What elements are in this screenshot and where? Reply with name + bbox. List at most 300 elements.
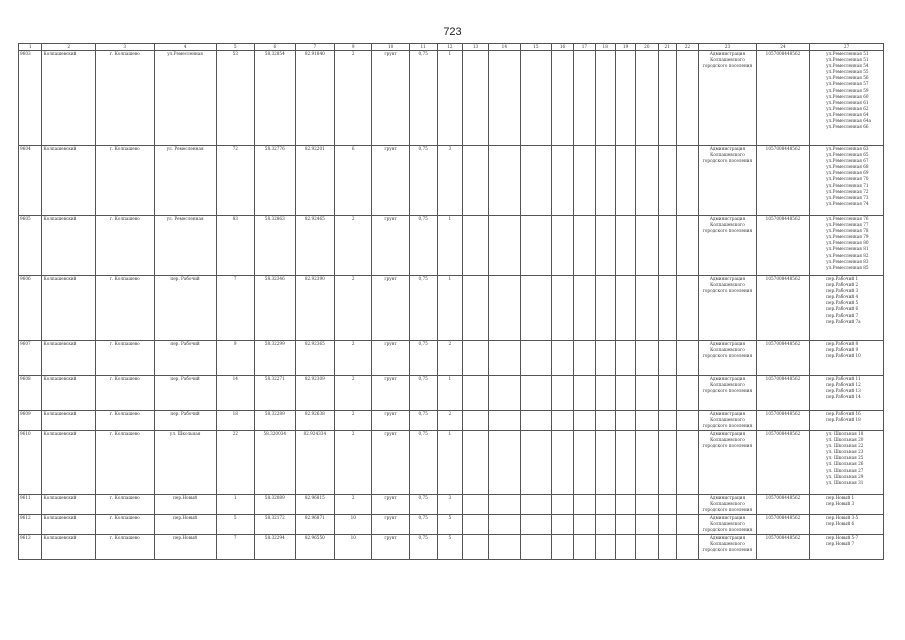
cell-empty xyxy=(676,146,698,216)
cell-c10: грунт xyxy=(372,276,409,341)
cell-empty xyxy=(574,535,595,560)
address-line: ул.Ремесленная 60 xyxy=(826,93,869,99)
cell-addresses xyxy=(810,495,884,515)
cell-c1: 9611 xyxy=(19,495,42,515)
address-line: ул. Школьная 18 xyxy=(826,431,864,436)
address-line: пер.Рабочий 6 xyxy=(826,306,859,312)
cell-empty xyxy=(636,376,658,411)
cell-addresses xyxy=(810,216,884,276)
cell-c1: 9609 xyxy=(19,411,42,431)
cell-empty xyxy=(574,431,595,495)
cell-empty xyxy=(520,535,551,560)
address-line: ул.Ремесленная 73 xyxy=(826,194,869,200)
cell-c3: г. Колпашево xyxy=(95,431,154,495)
cell-empty xyxy=(520,276,551,341)
address-line: пер.Рабочий 11 xyxy=(826,376,861,381)
cell-empty xyxy=(636,515,658,535)
cell-c7: 82.92390 xyxy=(295,276,335,341)
cell-addresses xyxy=(810,431,884,495)
cell-c5: 14 xyxy=(216,376,254,411)
cell-c7: 82.92638 xyxy=(295,411,335,431)
cell-owner: Администрация Колпашевского городского поселения xyxy=(699,515,757,535)
cell-c6: 58.320034 xyxy=(254,431,295,495)
cell-c1: 9612 xyxy=(19,515,42,535)
cell-c12: 5 xyxy=(437,535,463,560)
cell-c11: 0,75 xyxy=(409,535,437,560)
cell-empty xyxy=(615,341,635,376)
table-row xyxy=(19,341,884,376)
address-line: ул. Школьная 27 xyxy=(826,467,864,473)
cell-c10: грунт xyxy=(372,51,409,146)
cell-empty xyxy=(615,535,635,560)
cell-empty xyxy=(676,411,698,431)
table-row xyxy=(19,376,884,411)
cell-c12: 1 xyxy=(437,431,463,495)
cell-empty xyxy=(488,341,520,376)
address-line: ул.Ремесленная 69 xyxy=(826,170,869,176)
cell-c2: Колпашевский xyxy=(42,341,95,376)
cell-c12: 1 xyxy=(437,276,463,341)
address-line: ул.Ремесленная 78 xyxy=(826,228,869,234)
cell-empty xyxy=(595,341,615,376)
cell-c3: г. Колпашево xyxy=(95,276,154,341)
table-row xyxy=(19,146,884,216)
address-line: ул.Ремесленная 51 xyxy=(826,57,869,63)
cell-ogrn: 1057008448562 xyxy=(756,376,809,411)
cell-c4: пер.Новый xyxy=(154,495,216,515)
cell-empty xyxy=(658,51,676,146)
cell-c5: 9 xyxy=(216,341,254,376)
address-line: ул.Ремесленная 54 xyxy=(826,63,869,69)
cell-c4: ул. Ремесленная xyxy=(154,146,216,216)
cell-ogrn: 1057008448562 xyxy=(756,535,809,560)
cell-c2: Колпашевский xyxy=(42,146,95,216)
cell-c9: 2 xyxy=(335,341,372,376)
address-line: ул.Ремесленная 61 xyxy=(826,99,869,105)
cell-empty xyxy=(636,276,658,341)
column-number: 20 xyxy=(636,44,658,51)
cell-c3: г. Колпашево xyxy=(95,51,154,146)
address-line: пер.Рабочий 2 xyxy=(826,282,859,288)
cell-c10: грунт xyxy=(372,535,409,560)
cell-c5: 22 xyxy=(216,431,254,495)
address-line: пер.Новый 5-7 xyxy=(826,535,859,540)
cell-empty xyxy=(676,515,698,535)
address-line: ул. Школьная 23 xyxy=(826,449,864,455)
cell-c4: пер. Рабочий xyxy=(154,276,216,341)
cell-empty xyxy=(520,216,551,276)
cell-empty xyxy=(636,146,658,216)
cell-empty xyxy=(676,535,698,560)
cell-c12: 1 xyxy=(437,376,463,411)
address-line: ул.Ремесленная 83 xyxy=(826,258,869,264)
cell-c1: 9607 xyxy=(19,341,42,376)
address-line: ул.Ремесленная 72 xyxy=(826,188,869,194)
address-line: ул.Ремесленная 55 xyxy=(826,69,869,75)
cell-empty xyxy=(658,431,676,495)
cell-c11: 0,75 xyxy=(409,376,437,411)
cell-ogrn: 1057008448562 xyxy=(756,51,809,146)
cell-addresses xyxy=(810,146,884,216)
cell-empty xyxy=(520,431,551,495)
cell-empty xyxy=(488,495,520,515)
cell-c11: 0,75 xyxy=(409,276,437,341)
address-line: ул.Ремесленная 62 xyxy=(826,105,869,111)
cell-c3: г. Колпашево xyxy=(95,535,154,560)
cell-empty xyxy=(520,51,551,146)
cell-owner: Администрация Колпашевского городского поселения xyxy=(699,341,757,376)
cell-c6: 58.32271 xyxy=(254,376,295,411)
cell-empty xyxy=(595,535,615,560)
cell-c7: 82.92465 xyxy=(295,216,335,276)
cell-empty xyxy=(636,535,658,560)
cell-addresses xyxy=(810,376,884,411)
cell-empty xyxy=(595,146,615,216)
cell-c5: 7 xyxy=(216,535,254,560)
cell-empty xyxy=(463,341,489,376)
cell-empty xyxy=(676,341,698,376)
address-line: пер.Рабочий 3 xyxy=(826,288,859,294)
cell-empty xyxy=(488,515,520,535)
address-line: пер.Новый 3 xyxy=(826,501,855,507)
address-line: ул.Ремесленная 79 xyxy=(826,234,869,240)
cell-empty xyxy=(574,216,595,276)
cell-c9: 2 xyxy=(335,376,372,411)
cell-empty xyxy=(520,146,551,216)
cell-c7: 82.96871 xyxy=(295,515,335,535)
cell-empty xyxy=(488,51,520,146)
address-line: пер.Рабочий 18 xyxy=(826,417,861,423)
column-number: 2 xyxy=(42,44,95,51)
cell-c6: 58.32776 xyxy=(254,146,295,216)
cell-c6: 58.32294 xyxy=(254,535,295,560)
cell-c2: Колпашевский xyxy=(42,411,95,431)
cell-c11: 0,75 xyxy=(409,515,437,535)
cell-owner: Администрация Колпашевского городского поселения xyxy=(699,146,757,216)
cell-empty xyxy=(488,216,520,276)
cell-c3: г. Колпашево xyxy=(95,515,154,535)
cell-empty xyxy=(615,411,635,431)
address-line: ул.Ремесленная 63 xyxy=(826,146,869,151)
cell-ogrn: 1057008448562 xyxy=(756,216,809,276)
address-line: пер.Рабочий 10 xyxy=(826,353,861,359)
cell-empty xyxy=(551,216,573,276)
cell-empty xyxy=(658,515,676,535)
cell-addresses xyxy=(810,341,884,376)
cell-c12: 1 xyxy=(437,51,463,146)
cell-c1: 9604 xyxy=(19,146,42,216)
cell-c10: грунт xyxy=(372,515,409,535)
cell-c6: 58.32299 xyxy=(254,341,295,376)
cell-c7: 82.92309 xyxy=(295,376,335,411)
cell-empty xyxy=(636,495,658,515)
column-number: 22 xyxy=(676,44,698,51)
cell-c2: Колпашевский xyxy=(42,515,95,535)
cell-c5: 5 xyxy=(216,515,254,535)
cell-ogrn: 1057008448562 xyxy=(756,276,809,341)
address-line: ул.Ремесленная 80 xyxy=(826,240,869,246)
cell-empty xyxy=(615,146,635,216)
cell-empty xyxy=(551,431,573,495)
column-number: 13 xyxy=(463,44,489,51)
cell-c7: 82.92365 xyxy=(295,341,335,376)
table-row xyxy=(19,535,884,560)
cell-c6: 58.32854 xyxy=(254,51,295,146)
cell-empty xyxy=(488,411,520,431)
cell-empty xyxy=(658,376,676,411)
address-line: пер.Рабочий 16 xyxy=(826,411,861,416)
cell-c2: Колпашевский xyxy=(42,51,95,146)
cell-empty xyxy=(615,515,635,535)
cell-empty xyxy=(463,515,489,535)
cell-empty xyxy=(615,51,635,146)
column-number: 15 xyxy=(520,44,551,51)
cell-empty xyxy=(636,431,658,495)
cell-c9: 2 xyxy=(335,495,372,515)
cell-c7: 82.96815 xyxy=(295,495,335,515)
cell-owner: Администрация Колпашевского городского поселения xyxy=(699,276,757,341)
address-line: пер.Новый 7 xyxy=(826,541,855,547)
cell-owner: Администрация Колпашевского городского поселения xyxy=(699,535,757,560)
cell-c10: грунт xyxy=(372,341,409,376)
address-line: ул.Ремесленная 77 xyxy=(826,222,869,228)
cell-c11: 0,75 xyxy=(409,495,437,515)
cell-empty xyxy=(595,495,615,515)
cell-c6: 58.32289 xyxy=(254,411,295,431)
cell-c11: 0,75 xyxy=(409,411,437,431)
cell-c6: 58.32089 xyxy=(254,495,295,515)
cell-c11: 0,75 xyxy=(409,216,437,276)
cell-c3: г. Колпашево xyxy=(95,495,154,515)
cell-empty xyxy=(658,146,676,216)
cell-empty xyxy=(574,146,595,216)
cell-empty xyxy=(551,341,573,376)
cell-addresses xyxy=(810,411,884,431)
address-line: ул. Школьная 31 xyxy=(826,479,864,485)
cell-empty xyxy=(658,341,676,376)
cell-addresses xyxy=(810,276,884,341)
cell-c1: 9603 xyxy=(19,51,42,146)
cell-empty xyxy=(520,341,551,376)
cell-c9: 10 xyxy=(335,515,372,535)
address-line: ул.Ремесленная 67 xyxy=(826,158,869,164)
column-number: 3 xyxy=(95,44,154,51)
address-line: пер.Рабочий 12 xyxy=(826,382,861,388)
cell-c12: 1 xyxy=(437,216,463,276)
cell-empty xyxy=(551,146,573,216)
address-line: пер.Рабочий 14 xyxy=(826,394,861,400)
table-row xyxy=(19,411,884,431)
cell-empty xyxy=(595,411,615,431)
cell-owner: Администрация Колпашевского городского поселения xyxy=(699,431,757,495)
address-line: пер.Рабочий 4 xyxy=(826,294,859,300)
cell-c1: 9608 xyxy=(19,376,42,411)
address-line: ул. Школьная 25 xyxy=(826,455,864,461)
cell-c11: 0,75 xyxy=(409,146,437,216)
cell-owner: Администрация Колпашевского городского поселения xyxy=(699,411,757,431)
cell-c2: Колпашевский xyxy=(42,276,95,341)
column-number: 19 xyxy=(615,44,635,51)
cell-empty xyxy=(676,216,698,276)
cell-c3: г. Колпашево xyxy=(95,341,154,376)
cell-c3: г. Колпашево xyxy=(95,411,154,431)
address-line: ул.Ремесленная 65 xyxy=(826,152,869,158)
cell-empty xyxy=(463,276,489,341)
cell-empty xyxy=(574,341,595,376)
cell-c9: 2 xyxy=(335,431,372,495)
address-line: пер.Новый 1 xyxy=(826,495,855,500)
cell-c11: 0,75 xyxy=(409,51,437,146)
cell-empty xyxy=(463,51,489,146)
cell-c10: грунт xyxy=(372,216,409,276)
cell-empty xyxy=(676,431,698,495)
cell-c7: 82.92201 xyxy=(295,146,335,216)
cell-c7: 82.96550 xyxy=(295,535,335,560)
cell-c1: 9605 xyxy=(19,216,42,276)
cell-addresses xyxy=(810,51,884,146)
cell-empty xyxy=(595,376,615,411)
cell-empty xyxy=(520,495,551,515)
address-line: ул.Ремесленная 64а xyxy=(826,118,872,124)
cell-ogrn: 1057008448562 xyxy=(756,146,809,216)
cell-c10: грунт xyxy=(372,376,409,411)
address-line: ул.Ремесленная 81 xyxy=(826,246,869,252)
cell-empty xyxy=(551,51,573,146)
cell-empty xyxy=(551,376,573,411)
cell-c2: Колпашевский xyxy=(42,431,95,495)
column-number: 12 xyxy=(437,44,463,51)
cell-c9: 2 xyxy=(335,51,372,146)
cell-empty xyxy=(658,276,676,341)
cell-empty xyxy=(574,411,595,431)
table-row xyxy=(19,51,884,146)
cell-c9: 6 xyxy=(335,146,372,216)
address-line: ул.Ремесленная 59 xyxy=(826,87,869,93)
cell-ogrn: 1057008448562 xyxy=(756,495,809,515)
cell-empty xyxy=(595,515,615,535)
column-number: 24 xyxy=(756,44,809,51)
cell-c5: 1 xyxy=(216,495,254,515)
table-row xyxy=(19,216,884,276)
cell-empty xyxy=(615,376,635,411)
cell-c10: грунт xyxy=(372,146,409,216)
cell-c6: 58.32863 xyxy=(254,216,295,276)
cell-empty xyxy=(615,495,635,515)
cell-c6: 58.32172 xyxy=(254,515,295,535)
cell-c1: 9613 xyxy=(19,535,42,560)
cell-empty xyxy=(488,276,520,341)
column-number: 27 xyxy=(810,44,884,51)
cell-owner: Администрация Колпашевского городского поселения xyxy=(699,51,757,146)
column-number-row xyxy=(19,44,884,51)
cell-c9: 2 xyxy=(335,411,372,431)
cell-empty xyxy=(463,535,489,560)
cell-empty xyxy=(551,276,573,341)
cell-empty xyxy=(595,51,615,146)
column-number: 7 xyxy=(295,44,335,51)
cell-ogrn: 1057008448562 xyxy=(756,515,809,535)
cell-empty xyxy=(595,216,615,276)
column-number: 4 xyxy=(154,44,216,51)
page-number: 723 xyxy=(443,26,462,38)
cell-empty xyxy=(574,515,595,535)
cell-c2: Колпашевский xyxy=(42,495,95,515)
column-number: 23 xyxy=(699,44,757,51)
table-row xyxy=(19,431,884,495)
cell-empty xyxy=(658,216,676,276)
column-number: 10 xyxy=(372,44,409,51)
cell-empty xyxy=(463,376,489,411)
cell-empty xyxy=(574,276,595,341)
cell-c4: ул. Ремесленная xyxy=(154,216,216,276)
cell-c2: Колпашевский xyxy=(42,216,95,276)
cell-empty xyxy=(676,376,698,411)
cell-c10: грунт xyxy=(372,495,409,515)
column-number: 17 xyxy=(574,44,595,51)
cell-c9: 2 xyxy=(335,276,372,341)
cell-empty xyxy=(595,276,615,341)
cell-ogrn: 1057008448562 xyxy=(756,411,809,431)
cell-empty xyxy=(574,51,595,146)
address-line: ул.Ремесленная 71 xyxy=(826,182,869,188)
cell-c11: 0,75 xyxy=(409,341,437,376)
address-line: пер.Рабочий 13 xyxy=(826,388,861,394)
address-line: пер.Рабочий 5 xyxy=(826,300,859,306)
address-line: ул.Ремесленная 51 xyxy=(826,51,869,56)
cell-empty xyxy=(636,341,658,376)
address-line: пер.Новый 3-5 xyxy=(826,515,859,520)
cell-c10: грунт xyxy=(372,431,409,495)
address-line: пер.Рабочий 7а xyxy=(826,318,861,324)
address-line: ул.Ремесленная 85 xyxy=(826,264,869,270)
cell-c4: пер. Рабочий xyxy=(154,376,216,411)
column-number: 1 xyxy=(19,44,42,51)
cell-empty xyxy=(676,495,698,515)
cell-empty xyxy=(520,376,551,411)
cell-empty xyxy=(488,431,520,495)
cell-empty xyxy=(658,535,676,560)
cell-addresses xyxy=(810,535,884,560)
cell-c10: грунт xyxy=(372,411,409,431)
cell-c4: пер. Рабочий xyxy=(154,411,216,431)
cell-c5: 7 xyxy=(216,276,254,341)
address-line: ул.Ремесленная 82 xyxy=(826,252,869,258)
cell-empty xyxy=(636,51,658,146)
address-line: пер.Новый 6 xyxy=(826,521,855,527)
cell-empty xyxy=(463,411,489,431)
cell-c9: 2 xyxy=(335,216,372,276)
cell-c5: 18 xyxy=(216,411,254,431)
cell-empty xyxy=(463,216,489,276)
cell-empty xyxy=(488,146,520,216)
cell-c4: ул. Школьная xyxy=(154,431,216,495)
cell-ogrn: 1057008448562 xyxy=(756,431,809,495)
cell-empty xyxy=(615,276,635,341)
table-row xyxy=(19,495,884,515)
cell-empty xyxy=(636,216,658,276)
cell-empty xyxy=(551,535,573,560)
address-line: ул. Школьная 29 xyxy=(826,473,864,479)
address-line: ул. Школьная 26 xyxy=(826,461,864,467)
cell-c9: 10 xyxy=(335,535,372,560)
cell-c5: 72 xyxy=(216,146,254,216)
cell-c5: 83 xyxy=(216,216,254,276)
address-line: пер.Рабочий 1 xyxy=(826,276,859,281)
address-line: ул.Ремесленная 68 xyxy=(826,164,869,170)
cell-c1: 9606 xyxy=(19,276,42,341)
cell-empty xyxy=(636,411,658,431)
cell-empty xyxy=(520,515,551,535)
